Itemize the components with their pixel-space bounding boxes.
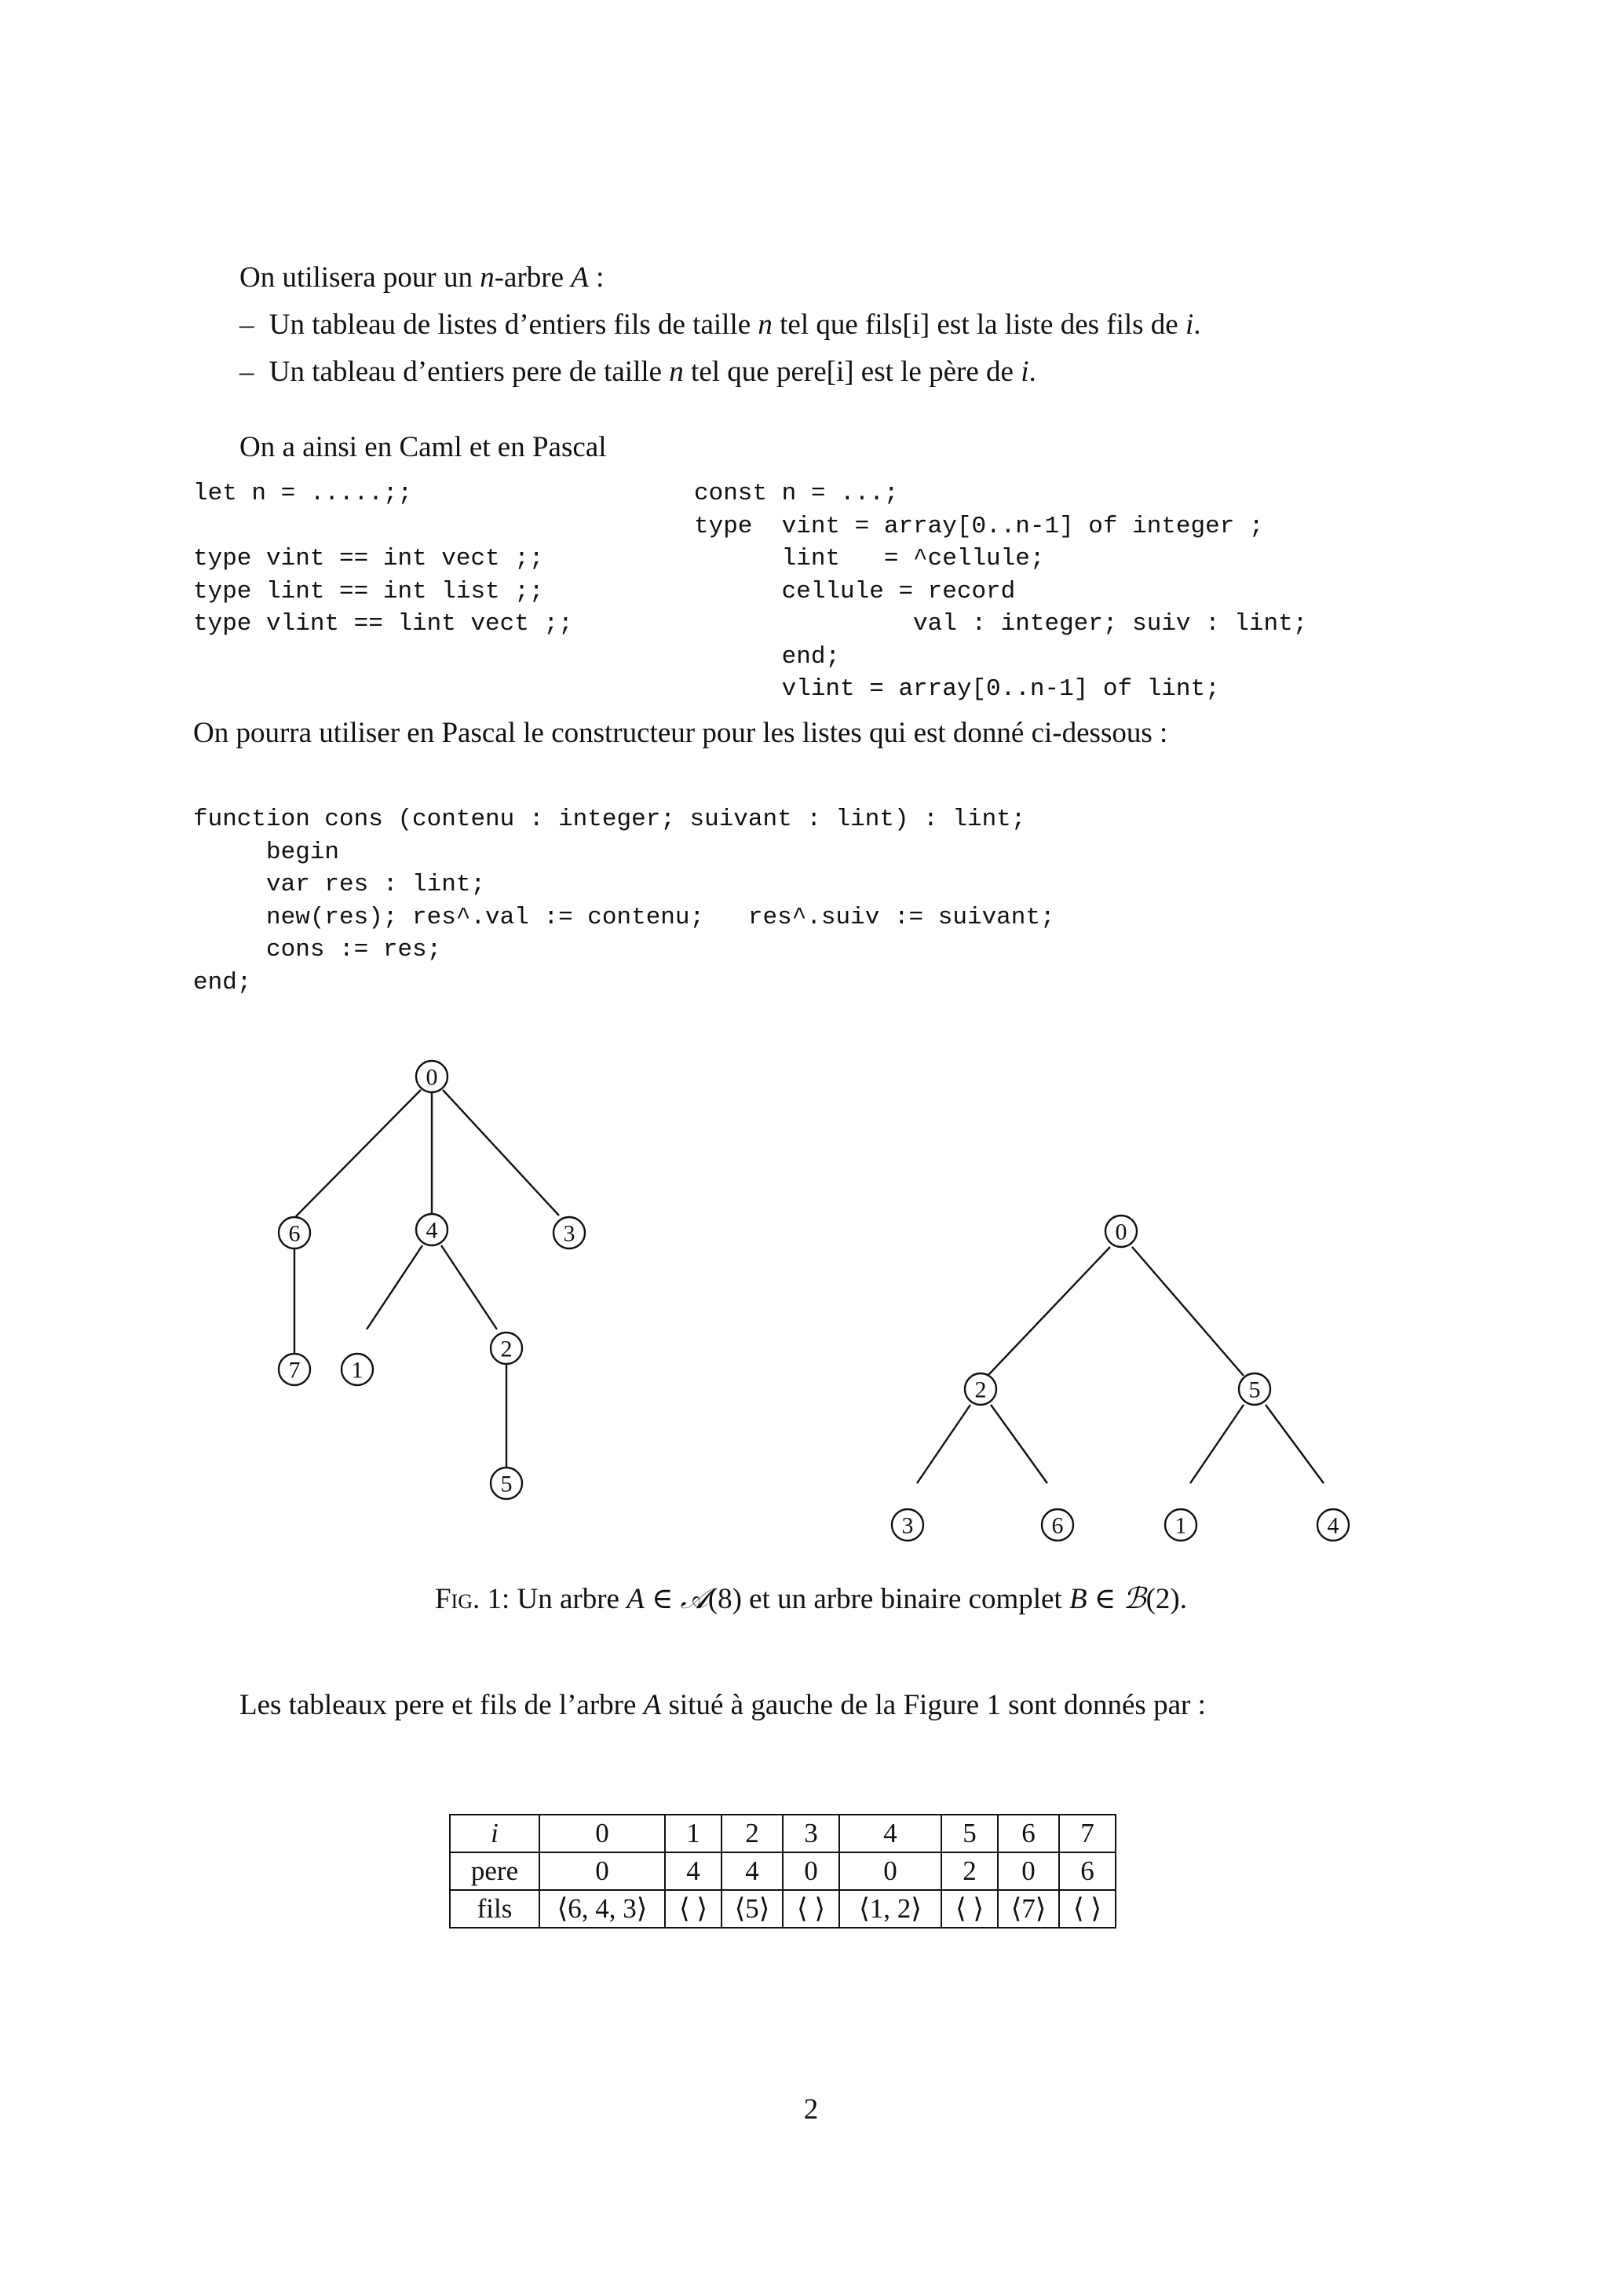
table-intro-text: Les tableaux pere et fils de l’arbre <box>239 1689 644 1721</box>
edge-b-5-1 <box>1190 1405 1244 1483</box>
table-cell: 0 <box>998 1852 1059 1890</box>
bullet-pere <box>239 355 1036 389</box>
row-label-fils: fils <box>450 1890 539 1928</box>
math-n: n <box>669 356 684 388</box>
node-b-label: 2 <box>974 1377 987 1403</box>
edge-a-4-1 <box>367 1245 422 1329</box>
bullet-text: tel que fils[i] est la liste des fils de <box>772 309 1185 341</box>
bullet-dash: – <box>239 356 254 388</box>
table-cell: ⟨1, 2⟩ <box>839 1890 941 1928</box>
table-cell: 0 <box>783 1852 839 1890</box>
node-a-label: 3 <box>563 1220 575 1247</box>
edge-b-0-5 <box>1132 1247 1244 1376</box>
node-a-label: 1 <box>351 1357 363 1384</box>
table-cell: 6 <box>998 1815 1059 1852</box>
table-cell: 0 <box>539 1815 665 1852</box>
node-a-label: 6 <box>288 1220 301 1247</box>
table-cell: 4 <box>839 1815 941 1852</box>
caption-text: et un arbre binaire complet <box>741 1583 1070 1615</box>
math-a: A <box>571 261 589 294</box>
math-i: i <box>1021 356 1029 388</box>
node-a-label: 0 <box>426 1064 438 1091</box>
table-cell: 1 <box>665 1815 721 1852</box>
edge-b-2-6 <box>991 1405 1047 1483</box>
figure-trees <box>0 1052 1622 1602</box>
table-cell: 0 <box>839 1852 941 1890</box>
table-cell: 4 <box>721 1852 783 1890</box>
table-intro-text: situé à gauche de la Figure 1 sont donnés par : <box>661 1689 1206 1721</box>
node-b-label: 3 <box>901 1512 914 1539</box>
table-cell: ⟨ ⟩ <box>665 1890 721 1928</box>
pere-fils-table <box>449 1814 1116 1929</box>
pascal-code: const n = ...; type vint = array[0..n-1] of integer ; lint = ^cellule; cellule = record val : integer; suiv : lint; end; vlint = array[0..n-1] of lint; <box>694 480 1308 703</box>
bullet-dash: – <box>239 309 254 341</box>
edge-a-4-2 <box>441 1245 497 1329</box>
intro-line <box>239 261 604 295</box>
node-a-label: 4 <box>426 1217 438 1244</box>
bullet-fils <box>239 308 1201 342</box>
bullet-text: . <box>1193 309 1201 341</box>
table-cell: ⟨ ⟩ <box>1059 1890 1116 1928</box>
table-intro <box>239 1688 1206 1723</box>
table-cell: ⟨ ⟩ <box>783 1890 839 1928</box>
bullet-text: . <box>1028 356 1036 388</box>
caption-text: . <box>1179 1583 1188 1615</box>
row-label-i: i <box>450 1815 539 1852</box>
table-cell: 3 <box>783 1815 839 1852</box>
table-cell: 5 <box>941 1815 998 1852</box>
cons-function-code: function cons (contenu : integer; suivant : lint) : lint; begin var res : lint; new(res); res^.val := contenu; res^.suiv := suivant; cons := res; end; <box>193 806 1055 996</box>
math-a: A <box>643 1689 662 1721</box>
table-row-pere <box>450 1852 1116 1890</box>
math-set-a: 𝒜 <box>680 1583 708 1615</box>
row-label-pere: pere <box>450 1852 539 1890</box>
math-n: n <box>758 309 773 341</box>
intro-text: On utilisera pour un <box>239 261 480 294</box>
constructor-intro: On pourra utiliser en Pascal le constructeur pour les listes qui est donné ci-dessous : <box>193 717 1168 749</box>
table-cell: ⟨7⟩ <box>998 1890 1059 1928</box>
caption-fig-label: Fig. <box>434 1583 480 1615</box>
node-b-label: 1 <box>1174 1512 1187 1539</box>
table-cell: ⟨6, 4, 3⟩ <box>539 1890 665 1928</box>
math-set-b: ℬ <box>1123 1583 1146 1615</box>
table-cell: 0 <box>539 1852 665 1890</box>
math-a: A <box>627 1583 645 1615</box>
edge-a-0-6 <box>296 1090 421 1216</box>
caption-text: Un arbre <box>510 1583 627 1615</box>
caption-number: 1: <box>480 1583 510 1615</box>
math-arg: (2) <box>1145 1583 1180 1615</box>
edge-a-0-3 <box>443 1090 559 1216</box>
table-row-fils <box>450 1890 1116 1928</box>
edge-b-0-2 <box>988 1247 1110 1376</box>
edge-b-5-4 <box>1266 1405 1324 1483</box>
table-cell: 7 <box>1059 1815 1116 1852</box>
node-b-label: 5 <box>1248 1377 1261 1403</box>
intro-text: : <box>588 261 605 294</box>
caml-code: let n = .....;; type vint == int vect ;; type lint == int list ;; type vlint == lint vect ;; <box>193 480 573 638</box>
node-a-label: 7 <box>288 1357 301 1384</box>
table-cell: ⟨ ⟩ <box>941 1890 998 1928</box>
node-b-label: 4 <box>1327 1512 1339 1539</box>
table-cell: 6 <box>1059 1852 1116 1890</box>
edge-b-2-3 <box>917 1405 970 1483</box>
math-arg: (8) <box>707 1583 742 1615</box>
node-a-label: 5 <box>500 1471 513 1497</box>
table-cell: ⟨5⟩ <box>721 1890 783 1928</box>
math-n: n <box>480 261 495 294</box>
caml-pascal-intro: On a ainsi en Caml et en Pascal <box>239 431 607 463</box>
figure-caption <box>0 1582 1622 1617</box>
node-a-label: 2 <box>500 1336 513 1362</box>
node-b-label: 6 <box>1051 1512 1064 1539</box>
table-row-i <box>450 1815 1116 1852</box>
bullet-text: Un tableau de listes d’entiers fils de taille <box>269 309 758 341</box>
math-in: ∈ <box>1087 1583 1123 1615</box>
bullet-text: tel que pere[i] est le père de <box>683 356 1021 388</box>
math-b: B <box>1069 1583 1087 1615</box>
table-cell: 4 <box>665 1852 721 1890</box>
table-cell: 2 <box>941 1852 998 1890</box>
page-number: 2 <box>803 2093 819 2126</box>
intro-text: -arbre <box>494 261 572 294</box>
bullet-text: Un tableau d’entiers pere de taille <box>269 356 670 388</box>
node-b-label: 0 <box>1115 1219 1127 1245</box>
math-in: ∈ <box>644 1583 681 1615</box>
table-cell: 2 <box>721 1815 783 1852</box>
math-i: i <box>1185 309 1194 341</box>
